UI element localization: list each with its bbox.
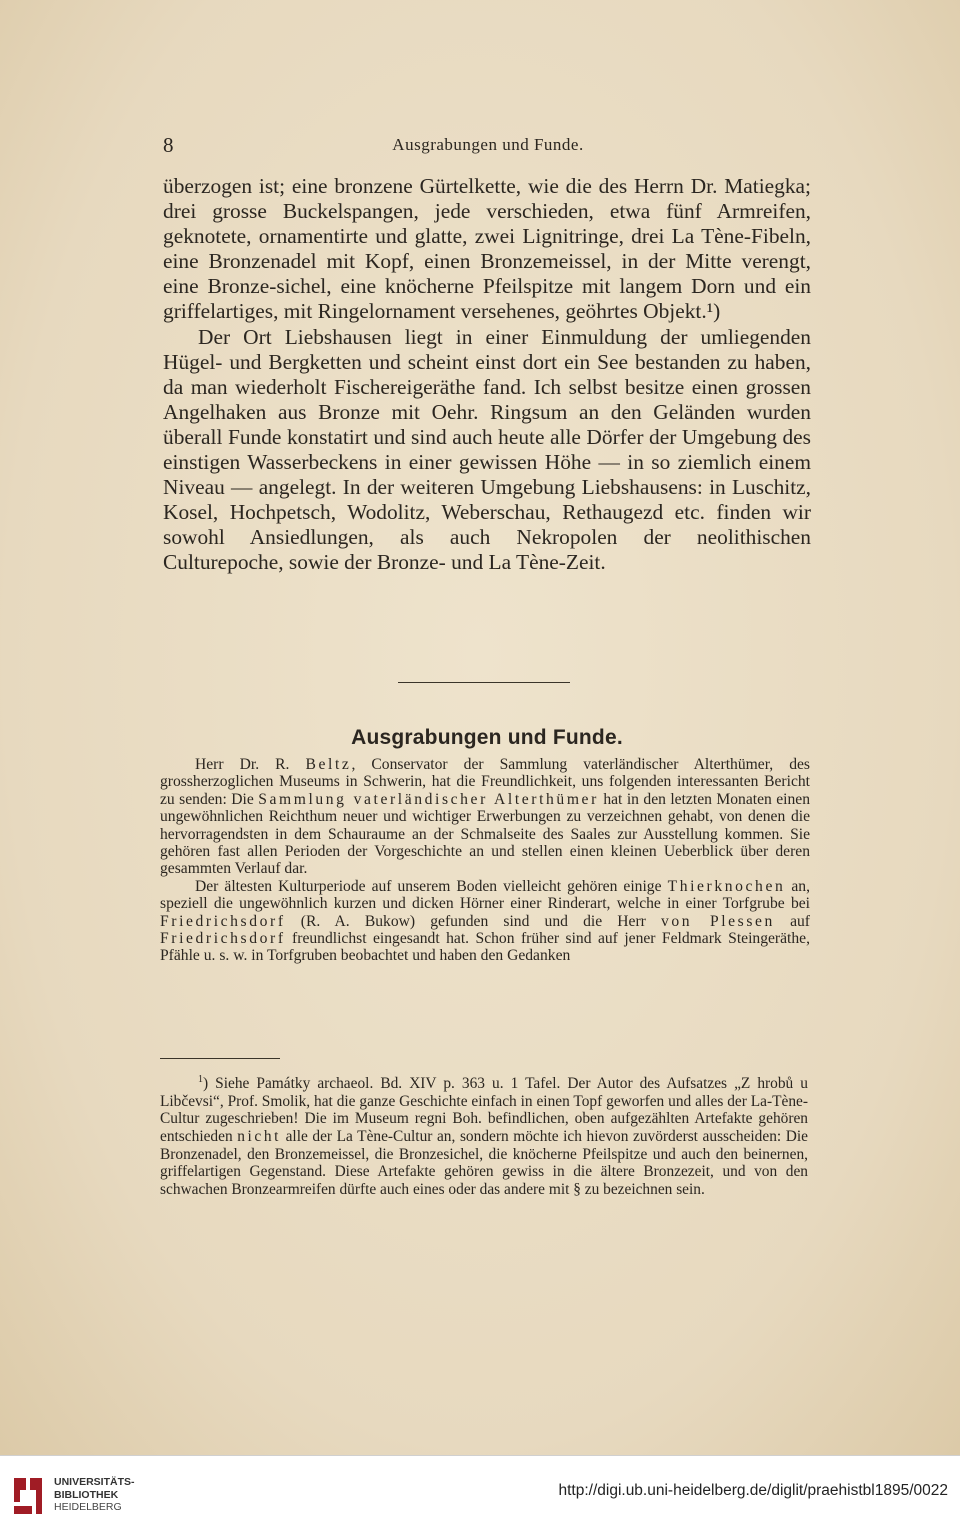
viewer-footer [0, 1455, 960, 1534]
university-logo-icon [10, 1474, 46, 1518]
text-run: ) Siehe Památky archaeol. Bd. XIV p. 363 u. 1 Tafel. Der Autor des Aufsatzes „Z hrobů u Libčevsi“, Prof. Smolik, hat die ganze Geschichte einfach in einen Topf geworfen und alles der La-Tène-Cultur zugeschrieben! Die im Museum regni Boh. befindlichen, oben aufgezählten Artefakte gehören entschieden [160, 1075, 808, 1145]
institution-line-1: UNIVERSITÄTS- [54, 1476, 135, 1488]
running-title: Ausgrabungen und Funde. [392, 135, 584, 154]
spaced-term: Sammlung vaterländischer Alterthümer [258, 790, 599, 808]
report-paragraph-1 [160, 756, 810, 878]
permalink-url[interactable]: http://digi.ub.uni-heidelberg.de/diglit/praehistbl1895/0022 [558, 1482, 948, 1499]
institution-name [54, 1476, 135, 1514]
spaced-place: Friedrichsdorf [160, 912, 286, 930]
section-divider [398, 682, 570, 683]
page-number: 8 [163, 133, 174, 157]
spaced-place: Friedrichsdorf [160, 930, 286, 948]
spaced-emphasis: nicht [237, 1127, 282, 1145]
paragraph-1: überzogen ist; eine bronzene Gürtelkette, wie die des Herrn Dr. Matiegka; drei grosse Buckelspangen, jede verschieden, etwa fünf Armreifen, geknotete, ornamentirte und glatte, zwei Lignitringe, drei La Tène-Fibeln, eine Bronzenadel mit Kopf, einen Bronzemeissel, in der Mitte verengt, eine Bronze-sichel, eine knöcherne Pfeilspitze mit langem Dorn und ein griffelartiges, mit Ringelornament versehenes, geöhrtes Objekt.¹) [163, 174, 811, 324]
spaced-term: Thierknochen [667, 877, 786, 895]
text-run: auf [774, 912, 810, 930]
text-run: an, speziell die ungewöhnlich kurzen und dicken Hörner einer Rinderart, welche in einer Torfgrube bei [160, 877, 811, 913]
report-paragraph-2 [160, 878, 810, 965]
running-header [163, 133, 813, 157]
footnote-1 [160, 1071, 808, 1198]
text-run: Der ältesten Kulturperiode auf unserem Boden vielleicht gehören einige [195, 877, 668, 895]
text-run: Herr Dr. R. [195, 756, 306, 773]
paragraph-2: Der Ort Liebshausen liegt in einer Einmuldung der umliegenden Hügel- und Bergketten und scheint einst dort ein See bestanden zu haben, da man wiederholt Fischereigeräthe fand. Ich selbst besitze einen grossen Angelhaken aus Bronze mit Oehr. Ringsum an den Geländen wurden überall Funde konstatirt und sind auch heute alle Dörfer der Umgebung des einstigen Wasserbeckens in einer gewissen Höhe — in so ziemlich einem Niveau — angelegt. In der weiteren Umgebung Liebshausens: in Luschitz, Kosel, Hochpetsch, Wodolitz, Weberschau, Rethaugezd etc. finden wir sowohl Ansiedlungen, als auch Nekropolen der neolithischen Culturepoche, sowie der Bronze- und La Tène-Zeit. [163, 324, 811, 575]
footnotes [160, 1071, 808, 1198]
text-run: , Conservator der Sammlung vaterländischer Alterthümer, des grossherzoglichen Museums in Schwerin, hat die Freundlichkeit, uns folgenden interessanten Bericht zu senden: Die [160, 756, 810, 808]
text-run: (R. A. Bukow) gefunden sind und die Herr [285, 912, 662, 930]
section-heading: Ausgrabungen und Funde. [351, 726, 623, 749]
spaced-name: von Plessen [661, 912, 775, 930]
text-run: hat in den letzten Monaten einen ungewöhnlichen Reichthum neuer und wichtiger Erwerbungen zu verzeichnen gehabt, von denen die hervorragendsten in dem Schauraume an der Schmalseite des Saales zur Ausstellung kommen. Sie gehören fast allen Perioden der Vorgeschichte an und stellen einen kleinen Ueberblick über deren gesammten Verlauf dar. [160, 790, 810, 878]
report-body [160, 756, 810, 965]
text-run: freundlichst eingesandt hat. Schon früher sind auf jener Feldmark Steingeräthe, Pfähle u. s. w. in Torfgruben beobachtet und haben den Gedanken [160, 930, 810, 965]
footnote-rule [160, 1058, 280, 1059]
article-continuation [163, 174, 811, 576]
footnote-marker: 1 [198, 1074, 203, 1085]
institution-line-2: BIBLIOTHEK [54, 1488, 119, 1501]
institution-line-3: HEIDELBERG [54, 1501, 122, 1513]
spaced-name: Beltz [305, 756, 352, 773]
text-run: alle der La Tène-Cultur an, sondern möchte ich hievon zuvörderst ausscheiden: Die Bronzenadel, den Bronzemeissel, die Bronzesichel, die knöcherne Pfeilspitze und auch den beinernen, griffelartigen Gegenstand. Diese Artefakte gehören gewiss in die ältere Bronzezeit, und von den schwachen Bronzearmreifen dürfte auch eines oder das andere mit § zu bezeichnen sein. [160, 1127, 808, 1198]
